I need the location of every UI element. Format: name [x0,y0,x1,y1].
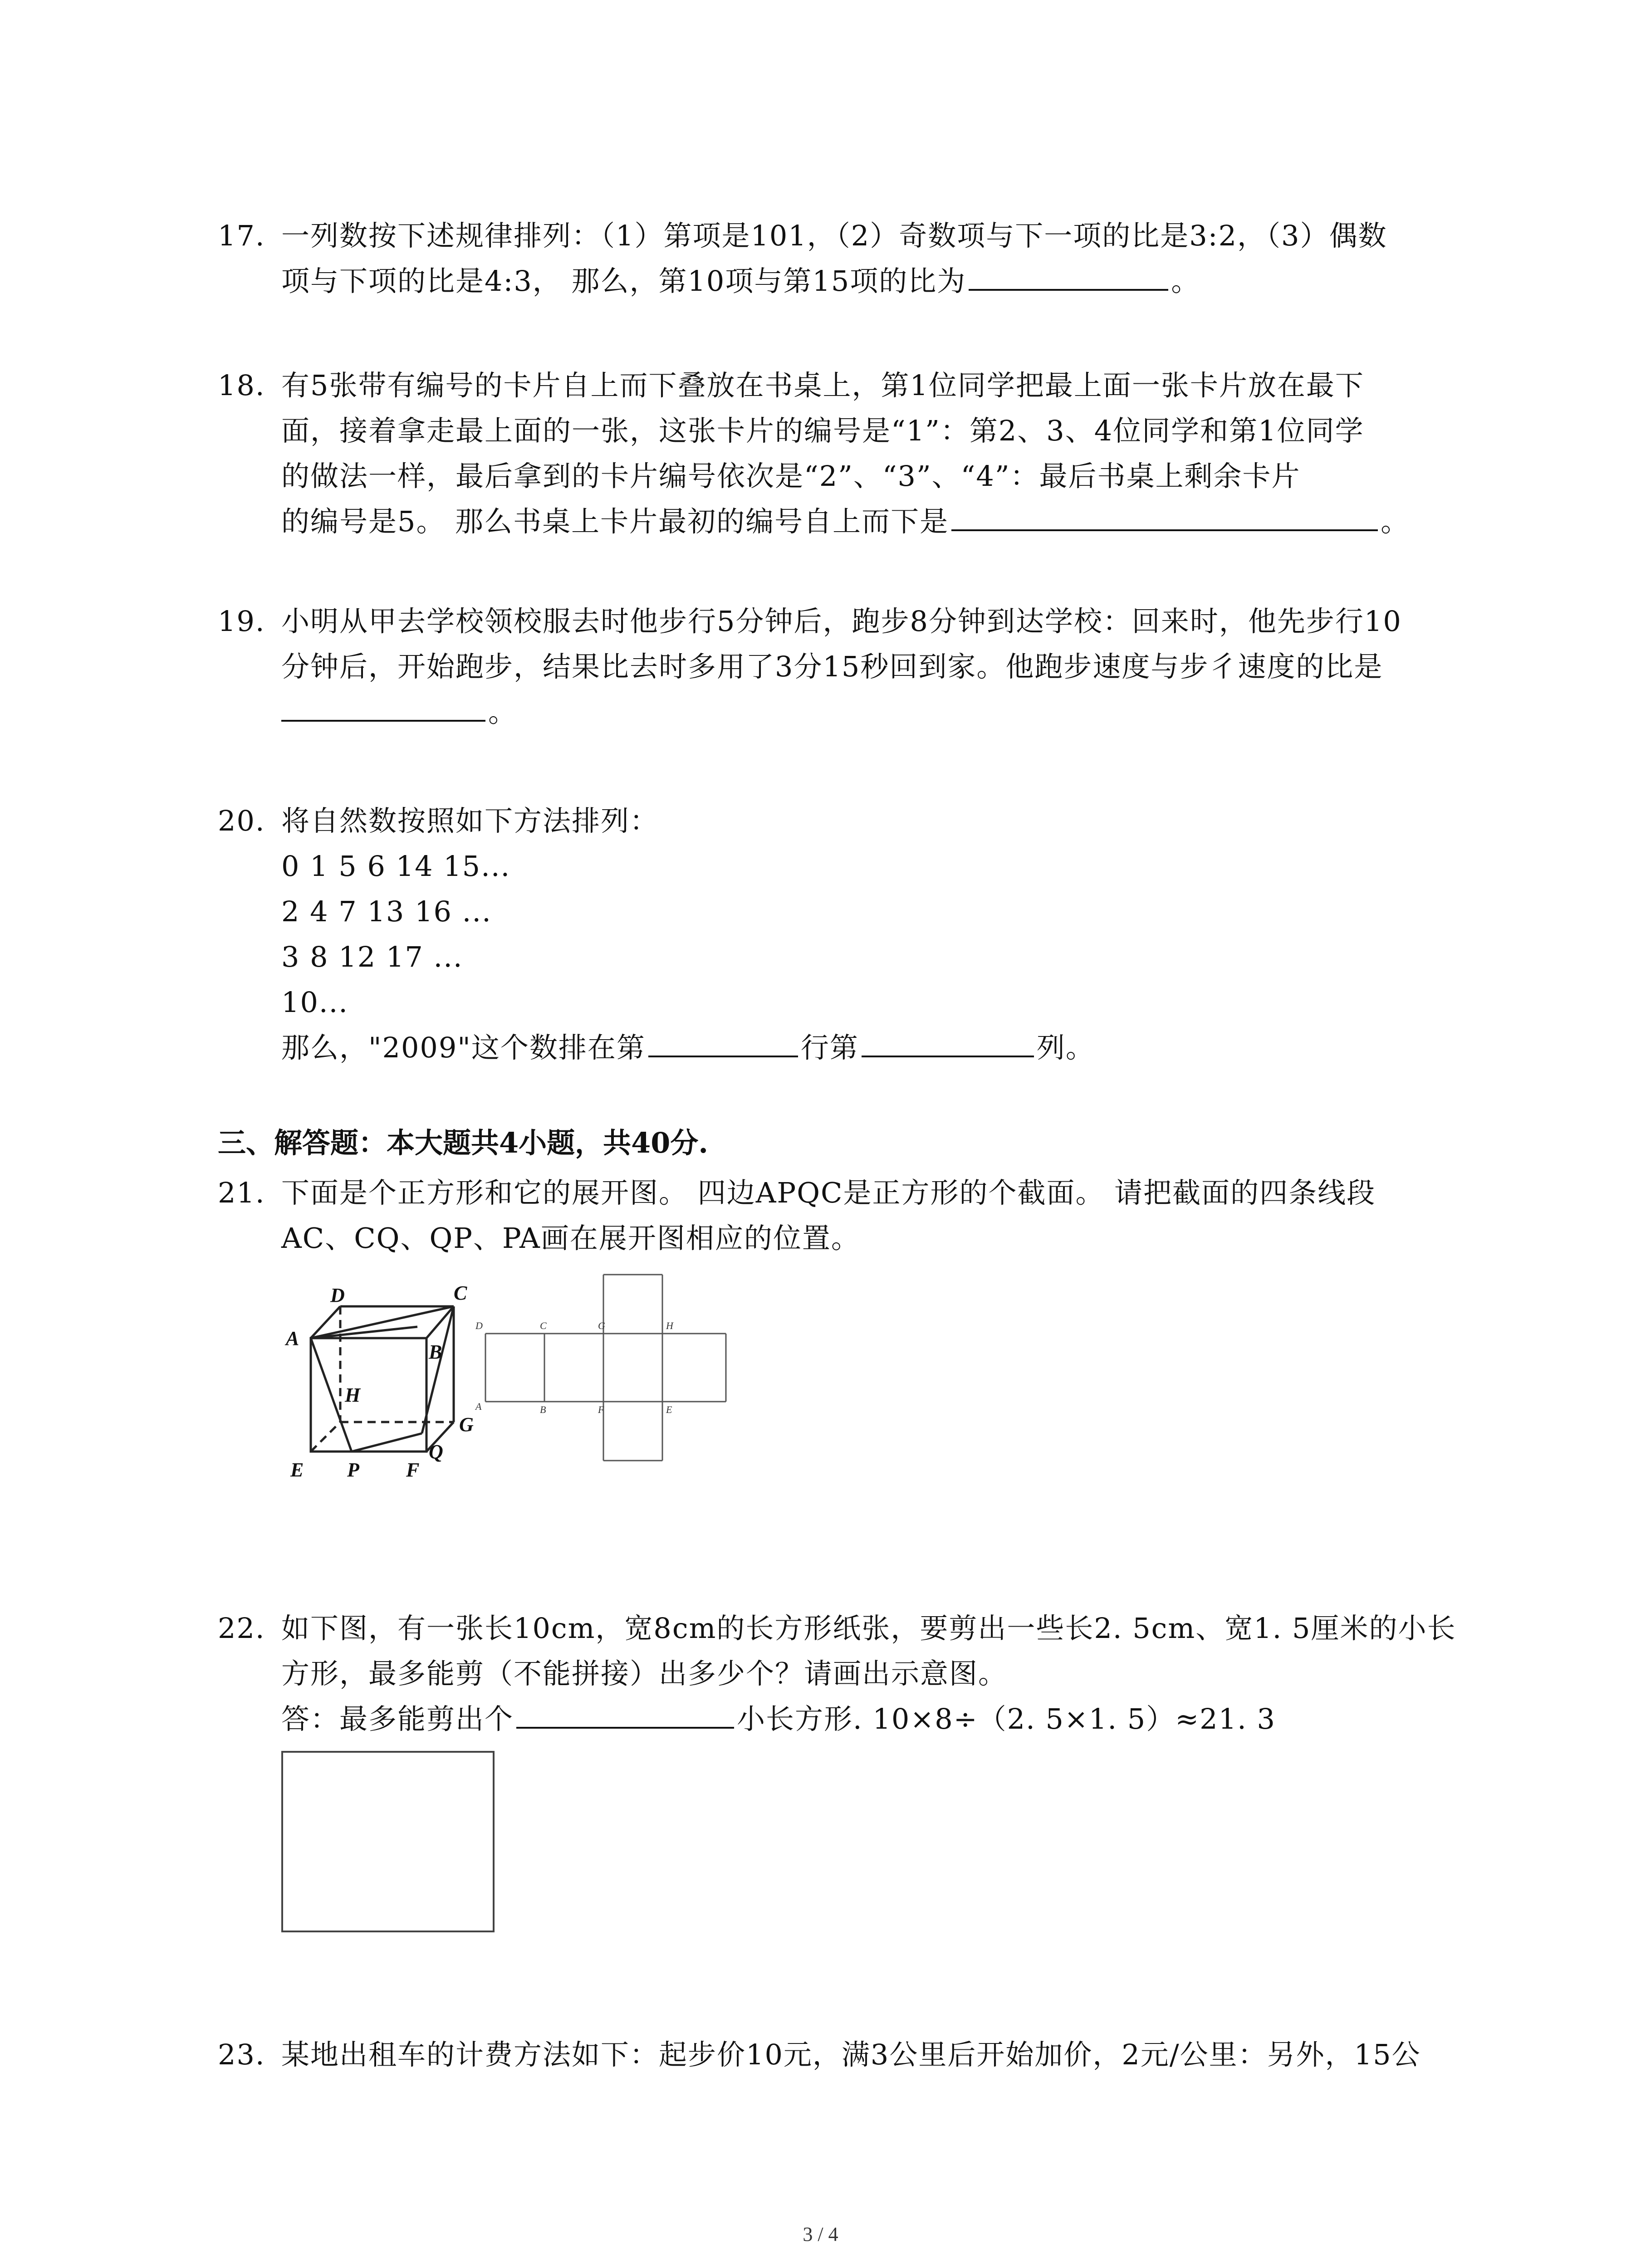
cube-label: D [330,1284,345,1306]
net-label: C [540,1320,547,1331]
question-20 [218,798,1452,1070]
cube-label: C [454,1282,467,1304]
net-label: B [540,1404,546,1415]
answer-text: 小长方形. 10×8÷（2. 5×1. 5）≈21. 3 [737,1702,1276,1735]
cube-label: G [459,1413,474,1436]
cube-net-figure [463,1266,753,1470]
answer-blank[interactable] [516,1700,734,1729]
question-text: 的做法一样，最后拿到的卡片编号依次是“2”、“3”、“4”：最后书桌上剩余卡片 [281,459,1301,493]
question-18 [218,363,1452,544]
question-number: 17. [218,219,265,252]
answer-blank[interactable] [281,693,485,722]
question-21 [218,1170,1452,1261]
question-number: 19. [218,605,265,638]
sequence-row: 2 4 7 13 16 ... [281,895,492,928]
question-text: AC、CQ、QP、PA画在展开图相应的位置。 [281,1222,860,1255]
question-text: 某地出租车的计费方法如下：起步价10元，满3公里后开始加价，2元/公里：另外，15公 [281,2038,1421,2071]
question-17 [218,213,1452,304]
punctuation: 。 [488,695,518,728]
answer-blank[interactable] [969,262,1168,291]
net-label: D [475,1320,483,1331]
question-text: 行第 [800,1031,859,1064]
question-text: 面，接着拿走最上面的一张，这张卡片的编号是“1”：第2、3、4位同学和第1位同学 [281,414,1364,447]
answer-blank-column[interactable] [862,1028,1034,1057]
question-text: 将自然数按照如下方法排列： [281,804,659,837]
section-header [218,1120,1452,1166]
question-number: 21. [218,1176,265,1209]
net-label: F [598,1404,604,1415]
page-number: 3 / 4 [803,2223,838,2245]
question-23 [218,2032,1452,2077]
answer-text: 答：最多能剪出个 [281,1702,514,1735]
question-number: 22. [218,1612,265,1645]
question-text: 的编号是5。 那么书桌上卡片最初的编号自上而下是 [281,505,949,538]
sequence-row: 10... [281,986,349,1019]
cube-label: H [345,1384,361,1406]
question-number: 20. [218,804,265,837]
cube-label: Q [429,1441,443,1463]
net-label: E [666,1404,672,1415]
question-text: 那么，"2009"这个数排在第 [281,1031,646,1064]
question-text: 方形，最多能剪（不能拼接）出多少个？请画出示意图。 [281,1657,1008,1690]
question-text: 如下图，有一张长10cm，宽8cm的长方形纸张，要剪出一些长2. 5cm、宽1. 5厘米的小长 [281,1612,1456,1645]
punctuation: 。 [1381,505,1410,538]
question-text: 项与下项的比是4:3， 那么，第10项与第15项的比为 [281,264,966,298]
net-label: H [666,1320,673,1331]
drawing-box[interactable] [281,1751,495,1932]
cube-label: A [286,1327,299,1349]
question-text: 小明从甲去学校领校服去时他步行5分钟后，跑步8分钟到达学校：回来时，他先步行10 [281,605,1402,638]
punctuation: 。 [1171,264,1200,298]
question-text: 列。 [1036,1031,1095,1064]
question-22 [218,1606,1456,1742]
sequence-row: 3 8 12 17 ... [281,940,463,973]
section-title: 三、解答题：本大题共4小题，共40分. [218,1126,709,1159]
cube-label: F [406,1459,420,1481]
question-number: 23. [218,2038,265,2071]
net-label: A [475,1401,482,1412]
answer-blank-row[interactable] [648,1028,798,1057]
question-text: 有5张带有编号的卡片自上而下叠放在书桌上，第1位同学把最上面一张卡片放在最下 [281,369,1364,402]
question-number: 18. [218,369,265,402]
question-text: 一列数按下述规律排列：（1）第项是101，（2）奇数项与下一项的比是3:2，（3）偶数 [281,219,1387,252]
question-19 [218,599,1452,735]
question-text: 分钟后，开始跑步，结果比去时多用了3分15秒回到家。他跑步速度与步彳速度的比是 [281,650,1383,683]
net-label: G [598,1320,605,1331]
cube-label: B [429,1341,442,1363]
answer-blank[interactable] [951,502,1378,531]
cube-label: P [347,1459,359,1481]
question-text: 下面是个正方形和它的展开图。 四边APQC是正方形的个截面。 请把截面的四条线段 [281,1176,1376,1209]
sequence-row: 0 1 5 6 14 15... [281,850,511,883]
cube-label: E [290,1459,304,1481]
